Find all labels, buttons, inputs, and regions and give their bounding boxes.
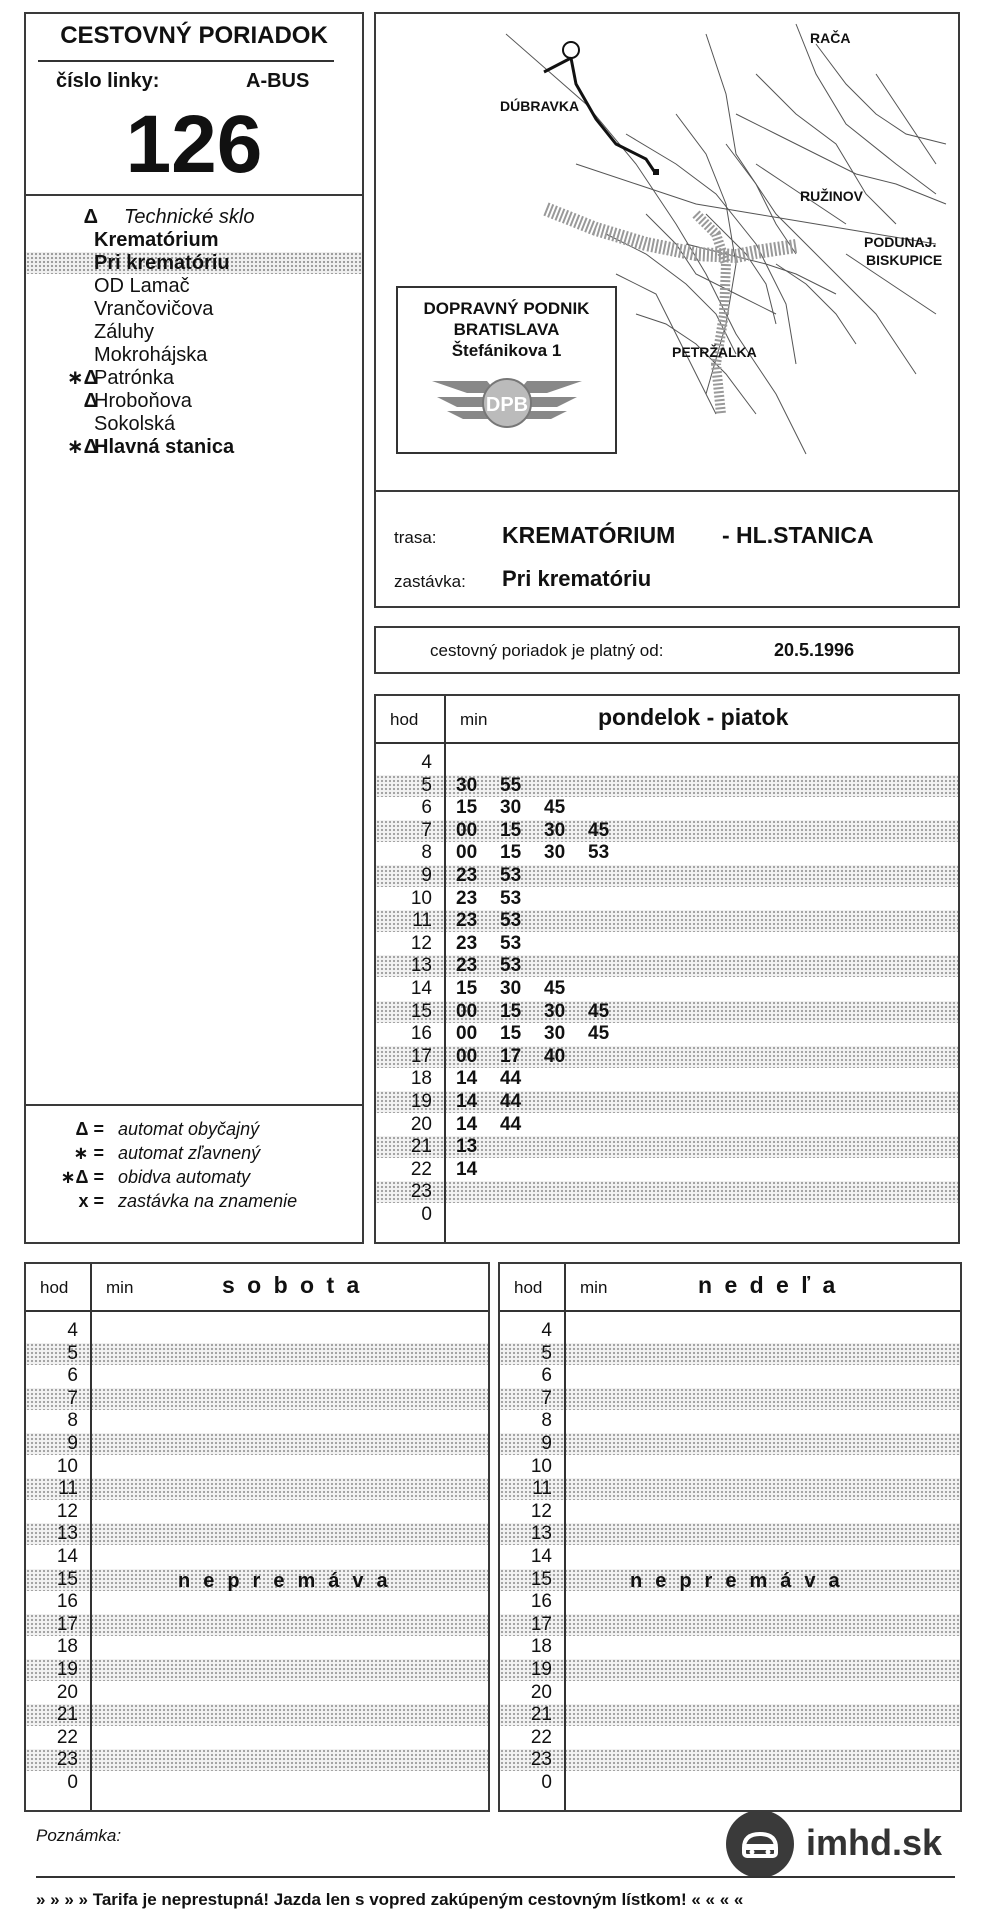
hour-cell: 13 bbox=[530, 1523, 552, 1545]
sunday-hour-divider bbox=[564, 1264, 566, 1810]
saturday-row bbox=[26, 1749, 488, 1771]
sunday-hour-label: hod bbox=[514, 1278, 543, 1297]
minutes-cell bbox=[456, 842, 632, 864]
minutes-cell bbox=[456, 1091, 544, 1113]
departure-minute: 45 bbox=[588, 1000, 610, 1022]
minutes-cell bbox=[456, 1001, 632, 1023]
legend-key: ∗ = bbox=[73, 1143, 104, 1163]
line-type: A-BUS bbox=[246, 70, 310, 92]
departure-minute: 53 bbox=[500, 932, 522, 954]
sunday-row bbox=[500, 1365, 960, 1387]
minutes-cell bbox=[456, 888, 544, 910]
timetable-row bbox=[376, 797, 958, 819]
departure-minute: 15 bbox=[456, 978, 478, 999]
hour-cell: 6 bbox=[541, 1365, 552, 1387]
company-city: BRATISLAVA bbox=[453, 320, 560, 339]
departure-minute: 53 bbox=[500, 887, 522, 909]
imhd-logo-icon bbox=[724, 1808, 796, 1880]
tariff-notice: » » » » Tarifa je neprestupná! Jazda len s vopred zakúpeným cestovným lístkom! « « « « bbox=[36, 1890, 744, 1909]
departure-minute: 23 bbox=[456, 955, 478, 977]
hour-cell: 8 bbox=[421, 842, 432, 864]
saturday-minute-label: min bbox=[106, 1278, 134, 1297]
hour-cell: 7 bbox=[67, 1387, 78, 1409]
departure-minute: 55 bbox=[500, 774, 522, 796]
hour-cell: 17 bbox=[410, 1045, 432, 1067]
timetable-row bbox=[376, 865, 958, 887]
hour-cell: 15 bbox=[56, 1568, 78, 1590]
hour-cell: 0 bbox=[541, 1772, 552, 1793]
stop-symbol: ∗Δ bbox=[66, 436, 98, 458]
departure-minute: 15 bbox=[500, 1000, 522, 1022]
departure-minute: 15 bbox=[500, 1023, 522, 1045]
hour-cell: 9 bbox=[541, 1433, 552, 1454]
route-to: - HL.STANICA bbox=[722, 522, 874, 548]
minutes-cell bbox=[456, 797, 588, 819]
sunday-rows bbox=[500, 1320, 960, 1810]
saturday-row bbox=[26, 1659, 488, 1681]
validity-box bbox=[374, 626, 960, 674]
minutes-cell bbox=[456, 775, 544, 797]
minutes-cell bbox=[456, 910, 544, 932]
sunday-row bbox=[500, 1546, 960, 1568]
departure-minute: 14 bbox=[456, 1113, 478, 1135]
timetable-row bbox=[376, 775, 958, 797]
hour-cell: 15 bbox=[410, 1000, 432, 1022]
sunday-timetable bbox=[498, 1262, 962, 1812]
departure-minute: 15 bbox=[500, 842, 522, 864]
saturday-row bbox=[26, 1704, 488, 1726]
sunday-no-service: nepremáva bbox=[630, 1570, 853, 1592]
hour-cell: 20 bbox=[56, 1681, 78, 1703]
departure-minute: 30 bbox=[544, 1023, 566, 1045]
timetable-row bbox=[376, 910, 958, 932]
hour-cell: 21 bbox=[530, 1704, 552, 1726]
sunday-row bbox=[500, 1410, 960, 1432]
saturday-row bbox=[26, 1636, 488, 1658]
saturday-row bbox=[26, 1523, 488, 1545]
stop-name: Záluhy bbox=[94, 321, 155, 343]
stop-name: Hroboňova bbox=[94, 390, 192, 412]
timetable-row bbox=[376, 1068, 958, 1090]
sunday-row bbox=[500, 1682, 960, 1704]
departure-minute: 40 bbox=[544, 1045, 566, 1067]
stop-label: zastávka: bbox=[394, 572, 466, 591]
departure-minute: 30 bbox=[456, 774, 478, 796]
hour-cell: 19 bbox=[530, 1659, 552, 1680]
line-number: 126 bbox=[125, 99, 263, 190]
departure-minute: 00 bbox=[456, 842, 478, 864]
legend-item bbox=[26, 1118, 362, 1141]
hour-cell: 7 bbox=[421, 819, 432, 841]
sunday-title: n e d e ľ a bbox=[698, 1272, 839, 1298]
route-box bbox=[374, 490, 960, 608]
saturday-row bbox=[26, 1727, 488, 1749]
hour-cell: 9 bbox=[67, 1433, 78, 1454]
saturday-no-service: nepremáva bbox=[178, 1570, 401, 1592]
hour-cell: 22 bbox=[410, 1158, 432, 1180]
saturday-row bbox=[26, 1501, 488, 1523]
timetable-row bbox=[376, 1136, 958, 1158]
hour-cell: 12 bbox=[530, 1500, 552, 1522]
departure-minute: 17 bbox=[500, 1045, 522, 1067]
stop-name: Technické sklo bbox=[124, 206, 255, 228]
hour-cell: 4 bbox=[541, 1320, 552, 1341]
departure-minute: 45 bbox=[544, 978, 566, 999]
departure-minute: 45 bbox=[544, 797, 566, 819]
departure-minute: 44 bbox=[500, 1113, 522, 1135]
hour-cell: 5 bbox=[67, 1342, 78, 1364]
route-from: KREMATÓRIUM bbox=[502, 522, 676, 548]
company-name: DOPRAVNÝ PODNIK bbox=[423, 299, 590, 318]
departure-minute: 30 bbox=[544, 842, 566, 864]
departure-minute: 53 bbox=[500, 865, 522, 886]
hour-cell: 19 bbox=[410, 1091, 432, 1112]
map-label-ruzinov: RUŽINOV bbox=[800, 188, 863, 204]
hour-cell: 10 bbox=[410, 887, 432, 909]
departure-minute: 14 bbox=[456, 1091, 478, 1112]
hour-cell: 17 bbox=[56, 1613, 78, 1635]
sunday-minute-label: min bbox=[580, 1278, 608, 1297]
sunday-header bbox=[500, 1264, 960, 1312]
departure-minute: 30 bbox=[544, 819, 566, 841]
stop-item bbox=[26, 390, 362, 412]
note-label: Poznámka: bbox=[36, 1826, 122, 1845]
stop-name: OD Lamač bbox=[94, 275, 190, 297]
map-label-raca: RAČA bbox=[810, 30, 851, 46]
header-box bbox=[24, 12, 364, 196]
hour-divider bbox=[444, 696, 446, 1242]
hour-cell: 16 bbox=[530, 1591, 552, 1613]
hour-cell: 23 bbox=[56, 1749, 78, 1771]
stop-name: Mokrohájska bbox=[94, 344, 208, 366]
legend-text: automat zľavnený bbox=[118, 1143, 261, 1163]
saturday-row bbox=[26, 1320, 488, 1342]
weekday-title: pondelok - piatok bbox=[598, 704, 789, 730]
saturday-rows bbox=[26, 1320, 488, 1810]
departure-minute: 44 bbox=[500, 1068, 522, 1090]
hour-cell: 10 bbox=[56, 1455, 78, 1477]
sunday-row bbox=[500, 1433, 960, 1455]
legend-key: Δ = bbox=[75, 1119, 104, 1139]
departure-minute: 23 bbox=[456, 932, 478, 954]
timetable-row bbox=[376, 1204, 958, 1226]
departure-minute: 30 bbox=[500, 797, 522, 819]
sunday-row bbox=[500, 1659, 960, 1681]
departure-minute: 44 bbox=[500, 1091, 522, 1112]
saturday-hour-divider bbox=[90, 1264, 92, 1810]
hour-cell: 6 bbox=[421, 797, 432, 819]
weekday-rows bbox=[376, 752, 958, 1242]
timetable-row bbox=[376, 820, 958, 842]
saturday-row bbox=[26, 1546, 488, 1568]
stop-item bbox=[26, 275, 362, 297]
hour-cell: 0 bbox=[421, 1204, 432, 1225]
hour-cell: 23 bbox=[530, 1749, 552, 1771]
map-label-podunaj: PODUNAJ. bbox=[864, 234, 937, 250]
sunday-row bbox=[500, 1772, 960, 1794]
stop-item bbox=[26, 367, 362, 389]
legend-item bbox=[26, 1142, 362, 1165]
departure-minute: 13 bbox=[456, 1136, 478, 1158]
legend-key: ∗Δ = bbox=[60, 1167, 104, 1187]
sunday-row bbox=[500, 1704, 960, 1726]
saturday-hour-label: hod bbox=[40, 1278, 69, 1297]
timetable-row bbox=[376, 933, 958, 955]
hour-cell: 7 bbox=[541, 1387, 552, 1409]
departure-minute: 00 bbox=[456, 1023, 478, 1045]
minutes-cell bbox=[456, 865, 544, 887]
stop-item bbox=[26, 436, 362, 458]
minutes-cell bbox=[456, 820, 632, 842]
sunday-row bbox=[500, 1501, 960, 1523]
hour-cell: 13 bbox=[56, 1523, 78, 1545]
minutes-cell bbox=[456, 933, 544, 955]
departure-minute: 23 bbox=[456, 865, 478, 886]
legend-text: automat obyčajný bbox=[118, 1119, 260, 1139]
weekday-header bbox=[376, 696, 958, 744]
minutes-cell bbox=[456, 1114, 544, 1136]
map-label-biskupice: BISKUPICE bbox=[866, 252, 943, 268]
sunday-row bbox=[500, 1320, 960, 1342]
hour-cell: 22 bbox=[530, 1726, 552, 1748]
stop-name: Sokolská bbox=[94, 413, 176, 435]
departure-minute: 53 bbox=[588, 842, 610, 864]
imhd-brand bbox=[724, 1808, 964, 1880]
hour-cell: 11 bbox=[58, 1478, 78, 1500]
minutes-cell bbox=[456, 1023, 632, 1045]
timetable-row bbox=[376, 1091, 958, 1113]
timetable-row bbox=[376, 752, 958, 774]
logo-text: DPB bbox=[485, 394, 528, 416]
sunday-row bbox=[500, 1478, 960, 1500]
imhd-text: imhd.sk bbox=[806, 1822, 943, 1863]
hour-cell: 18 bbox=[530, 1636, 552, 1658]
hour-cell: 5 bbox=[541, 1342, 552, 1364]
stops-box bbox=[24, 194, 364, 1106]
departure-minute: 23 bbox=[456, 910, 478, 932]
line-number-label: číslo linky: bbox=[56, 70, 160, 92]
hour-cell: 8 bbox=[541, 1410, 552, 1432]
hour-cell: 19 bbox=[56, 1659, 78, 1680]
hour-cell: 15 bbox=[530, 1568, 552, 1590]
timetable-row bbox=[376, 1159, 958, 1181]
hour-cell: 6 bbox=[67, 1365, 78, 1387]
saturday-row bbox=[26, 1478, 488, 1500]
minutes-cell bbox=[456, 1136, 500, 1158]
saturday-row bbox=[26, 1433, 488, 1455]
company-box bbox=[396, 286, 617, 454]
hour-cell: 23 bbox=[410, 1181, 432, 1203]
saturday-row bbox=[26, 1591, 488, 1613]
hour-cell: 8 bbox=[67, 1410, 78, 1432]
departure-minute: 30 bbox=[500, 978, 522, 999]
legend-box bbox=[24, 1104, 364, 1244]
departure-minute: 23 bbox=[456, 887, 478, 909]
departure-minute: 15 bbox=[500, 819, 522, 841]
departure-minute: 14 bbox=[456, 1068, 478, 1090]
stop-item bbox=[26, 229, 362, 251]
stop-item bbox=[26, 321, 362, 343]
hour-cell: 16 bbox=[56, 1591, 78, 1613]
sunday-row bbox=[500, 1591, 960, 1613]
stop-name: Vrančovičova bbox=[94, 298, 214, 320]
hour-cell: 14 bbox=[56, 1546, 78, 1567]
hour-cell: 21 bbox=[56, 1704, 78, 1726]
stop-name: Pri krematóriu bbox=[94, 252, 230, 274]
stop-symbol: ∗Δ bbox=[66, 367, 98, 389]
departure-minute: 14 bbox=[456, 1158, 478, 1180]
departure-minute: 45 bbox=[588, 1023, 610, 1045]
saturday-row bbox=[26, 1614, 488, 1636]
saturday-row bbox=[26, 1772, 488, 1794]
route-label: trasa: bbox=[394, 528, 437, 547]
hour-cell: 16 bbox=[410, 1023, 432, 1045]
stop-item bbox=[26, 252, 362, 274]
minutes-cell bbox=[456, 955, 544, 977]
departure-minute: 53 bbox=[500, 955, 522, 977]
sunday-row bbox=[500, 1727, 960, 1749]
hour-cell: 10 bbox=[530, 1455, 552, 1477]
legend-item bbox=[26, 1166, 362, 1189]
current-stop: Pri krematóriu bbox=[502, 566, 652, 591]
dpb-logo bbox=[427, 367, 587, 437]
hour-cell: 12 bbox=[56, 1500, 78, 1522]
timetable-row bbox=[376, 842, 958, 864]
sunday-row bbox=[500, 1636, 960, 1658]
departure-minute: 15 bbox=[456, 797, 478, 819]
departure-minute: 53 bbox=[500, 910, 522, 932]
hour-cell: 14 bbox=[410, 978, 432, 999]
saturday-row bbox=[26, 1410, 488, 1432]
minute-column-label: min bbox=[460, 710, 488, 729]
legend-item bbox=[26, 1190, 362, 1213]
saturday-row bbox=[26, 1365, 488, 1387]
hour-cell: 13 bbox=[410, 955, 432, 977]
saturday-title: s o b o t a bbox=[222, 1272, 363, 1298]
sunday-row bbox=[500, 1749, 960, 1771]
saturday-header bbox=[26, 1264, 488, 1312]
minutes-cell bbox=[456, 1068, 544, 1090]
timetable-row bbox=[376, 1114, 958, 1136]
departure-minute: 00 bbox=[456, 1045, 478, 1067]
minutes-cell bbox=[456, 978, 588, 1000]
footer-divider bbox=[36, 1876, 955, 1878]
departure-minute: 45 bbox=[588, 819, 610, 841]
map-box bbox=[374, 12, 960, 492]
timetable-row bbox=[376, 955, 958, 977]
timetable-row bbox=[376, 978, 958, 1000]
company-address: Štefánikova 1 bbox=[451, 341, 562, 360]
hour-cell: 20 bbox=[410, 1113, 432, 1135]
stop-name: Hlavná stanica bbox=[94, 436, 235, 458]
stop-name: Krematórium bbox=[94, 229, 219, 251]
legend-text: obidva automaty bbox=[118, 1167, 251, 1187]
saturday-row bbox=[26, 1343, 488, 1365]
sunday-row bbox=[500, 1388, 960, 1410]
sunday-row bbox=[500, 1456, 960, 1478]
hour-cell: 12 bbox=[410, 932, 432, 954]
validity-date: 20.5.1996 bbox=[774, 640, 855, 660]
hour-cell: 18 bbox=[410, 1068, 432, 1090]
hour-cell: 20 bbox=[530, 1681, 552, 1703]
departure-minute: 00 bbox=[456, 1000, 478, 1022]
timetable-row bbox=[376, 1023, 958, 1045]
stop-item bbox=[26, 344, 362, 366]
hour-cell: 9 bbox=[421, 865, 432, 886]
header-divider bbox=[38, 60, 334, 62]
weekday-timetable bbox=[374, 694, 960, 1244]
legend-text: zastávka na znamenie bbox=[118, 1191, 298, 1211]
hour-cell: 4 bbox=[421, 752, 432, 773]
minutes-cell bbox=[456, 1159, 500, 1181]
map-label-dubravka: DÚBRAVKA bbox=[500, 98, 580, 114]
hour-cell: 5 bbox=[421, 774, 432, 796]
minutes-cell bbox=[456, 1046, 588, 1068]
stop-item bbox=[26, 298, 362, 320]
timetable-row bbox=[376, 1046, 958, 1068]
stop-name: Patrónka bbox=[94, 367, 175, 389]
hour-cell: 17 bbox=[530, 1613, 552, 1635]
saturday-row bbox=[26, 1388, 488, 1410]
hour-column-label: hod bbox=[390, 710, 419, 729]
hour-cell: 18 bbox=[56, 1636, 78, 1658]
stop-symbol: Δ bbox=[83, 206, 98, 228]
saturday-row bbox=[26, 1682, 488, 1704]
hour-cell: 0 bbox=[67, 1772, 78, 1793]
sunday-row bbox=[500, 1523, 960, 1545]
saturday-timetable bbox=[24, 1262, 490, 1812]
departure-minute: 00 bbox=[456, 819, 478, 841]
hour-cell: 11 bbox=[532, 1478, 552, 1500]
hour-cell: 22 bbox=[56, 1726, 78, 1748]
validity-label: cestovný poriadok je platný od: bbox=[430, 641, 664, 660]
sunday-row bbox=[500, 1614, 960, 1636]
departure-minute: 30 bbox=[544, 1000, 566, 1022]
hour-cell: 11 bbox=[412, 910, 432, 932]
stop-item bbox=[26, 413, 362, 435]
timetable-row bbox=[376, 1001, 958, 1023]
timetable-row bbox=[376, 1181, 958, 1203]
sunday-row bbox=[500, 1343, 960, 1365]
map-label-petrzalka: PETRŽALKA bbox=[672, 344, 757, 360]
legend-key: x = bbox=[78, 1191, 104, 1211]
stop-symbol: Δ bbox=[83, 390, 98, 412]
saturday-row bbox=[26, 1456, 488, 1478]
stop-item bbox=[26, 206, 362, 228]
hour-cell: 4 bbox=[67, 1320, 78, 1341]
timetable-row bbox=[376, 888, 958, 910]
hour-cell: 14 bbox=[530, 1546, 552, 1567]
hour-cell: 21 bbox=[410, 1136, 432, 1158]
timetable-title: CESTOVNÝ PORIADOK bbox=[60, 22, 328, 49]
